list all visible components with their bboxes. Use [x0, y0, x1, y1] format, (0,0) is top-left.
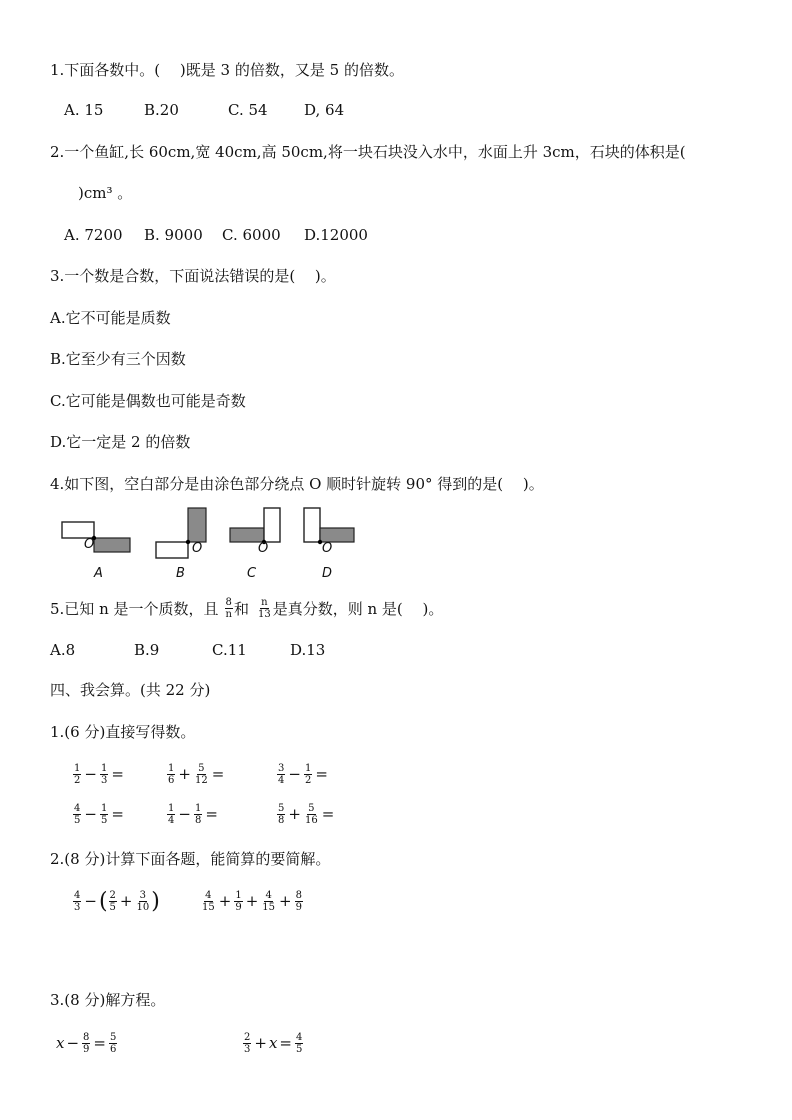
frac: $\frac{1}{3}$	[100, 762, 108, 786]
figure-b-point-label: O	[192, 541, 203, 556]
calc2-expression-2[interactable]	[200, 884, 304, 918]
q5-option-d[interactable]: D.13	[290, 641, 326, 659]
q3-stem: 3.一个数是合数，下面说法错误的是( )。	[50, 267, 336, 285]
section-title: 四、我会算。(共 22 分)	[50, 681, 211, 699]
q2-options	[64, 225, 368, 245]
figure-a-shaded-rect	[94, 538, 130, 552]
figure-c-point-label: O	[258, 541, 269, 556]
frac: $\frac{4}{3}$	[74, 889, 81, 913]
figure-a-point-label: O	[84, 537, 95, 552]
figure-a-blank-rect	[62, 522, 94, 538]
q5-fraction-1: $\frac{8}{n}$	[225, 596, 232, 620]
operator: +	[254, 1034, 267, 1052]
q2-stem: 2.一个鱼缸,长 60cm,宽 40cm,高 50cm,将一块石块没入水中，水面上升 3cm，石块的体积是(	[50, 143, 686, 161]
figure-b-point	[186, 540, 190, 544]
frac: $\frac{1}{5}$	[100, 802, 108, 826]
frac: $\frac{4}{15}$	[202, 889, 215, 913]
operator: +	[288, 805, 301, 823]
q2-option-d[interactable]: D.12000	[304, 226, 368, 244]
frac: $\frac{1}{2}$	[304, 762, 312, 786]
variable-x: x	[56, 1034, 65, 1052]
figure-c-shaded-rect	[230, 528, 264, 542]
frac: $\frac{8}{9}$	[295, 889, 302, 913]
calc2-expression-1[interactable]	[72, 884, 160, 918]
frac: $\frac{2}{3}$	[244, 1031, 251, 1055]
figure-b-shaded-rect	[188, 508, 206, 542]
right-paren: )	[151, 888, 160, 914]
calc3-equation-2[interactable]	[242, 1026, 304, 1060]
equals: =	[211, 765, 225, 783]
q4-stem: 4.如下图，空白部分是由涂色部分绕点 O 顺时针旋转 90° 得到的是( )。	[50, 475, 544, 493]
q2-option-c[interactable]: C. 6000	[222, 226, 281, 244]
left-paren: (	[98, 888, 108, 914]
equals: =	[111, 805, 124, 823]
frac: $\frac{4}{5}$	[296, 1031, 303, 1055]
q1-option-d[interactable]: D, 64	[304, 101, 345, 119]
q3-option-a[interactable]: A.它不可能是质数	[50, 309, 171, 327]
frac: $\frac{5}{12}$	[194, 762, 208, 786]
q3-option-b[interactable]: B.它至少有三个因数	[50, 350, 186, 368]
calc1-item[interactable]	[166, 798, 220, 830]
frac: $\frac{4}{15}$	[262, 889, 275, 913]
frac: $\frac{1}{6}$	[168, 762, 175, 786]
q5-stem-b: 和	[233, 599, 249, 618]
q5-options	[50, 640, 325, 660]
calc3-title: 3.(8 分)解方程。	[50, 991, 166, 1009]
frac: $\frac{1}{9}$	[235, 889, 242, 913]
q5-stem	[50, 592, 443, 624]
frac: $\frac{4}{5}$	[74, 802, 81, 826]
operator: +	[119, 892, 133, 910]
q5-stem-a: 5.已知 n 是一个质数，且	[50, 599, 219, 618]
q5-fraction-2: $\frac{n}{13}$	[257, 596, 271, 620]
frac: $\frac{3}{10}$	[136, 889, 150, 913]
q2-stem-cont: )cm³ 。	[78, 184, 133, 202]
frac: $\frac{1}{8}$	[194, 802, 202, 826]
calc1-item[interactable]	[72, 798, 126, 830]
operator: −	[84, 765, 97, 783]
q3-option-d[interactable]: D.它一定是 2 的倍数	[50, 433, 191, 451]
frac: $\frac{2}{5}$	[109, 889, 116, 913]
frac: $\frac{1}{2}$	[74, 762, 81, 786]
q5-option-c[interactable]: C.11	[212, 641, 247, 659]
operator: −	[84, 805, 97, 823]
figure-c-label: C	[247, 566, 257, 581]
q2-option-a[interactable]: A. 7200	[64, 226, 123, 244]
equals: =	[315, 765, 328, 783]
equals: =	[111, 765, 124, 783]
q4-figure-a[interactable]	[60, 518, 136, 558]
operator: +	[218, 892, 232, 910]
q1-option-b[interactable]: B.20	[144, 101, 179, 119]
figure-b-label: B	[176, 566, 185, 581]
figure-d-label: D	[322, 566, 333, 581]
operator: +	[245, 892, 259, 910]
calc1-item[interactable]	[72, 758, 126, 790]
frac: $\frac{8}{9}$	[83, 1031, 90, 1055]
q4-figure-b[interactable]	[152, 504, 212, 560]
equals: =	[205, 805, 218, 823]
equals: =	[93, 1034, 106, 1052]
frac: $\frac{5}{8}$	[278, 802, 285, 826]
operator: −	[288, 765, 301, 783]
q3-option-c[interactable]: C.它可能是偶数也可能是奇数	[50, 392, 246, 410]
calc2-title: 2.(8 分)计算下面各题，能简算的要简解。	[50, 850, 331, 868]
calc1-item[interactable]	[276, 758, 330, 790]
q1-options	[64, 100, 344, 120]
q2-option-b[interactable]: B. 9000	[144, 226, 203, 244]
q1-option-c[interactable]: C. 54	[228, 101, 268, 119]
frac: $\frac{5}{16}$	[304, 802, 318, 826]
figure-c-blank-rect	[264, 508, 280, 542]
operator: −	[66, 1034, 80, 1052]
figure-a-label: A	[94, 566, 103, 581]
figure-d-shaded-rect	[320, 528, 354, 542]
calc3-equation-1[interactable]	[56, 1026, 118, 1060]
q5-option-b[interactable]: B.9	[134, 641, 160, 659]
operator: −	[178, 805, 191, 823]
figure-d-blank-rect	[304, 508, 320, 542]
calc1-item[interactable]	[276, 798, 336, 830]
figure-b-blank-rect	[156, 542, 188, 558]
figure-d-point-label: O	[322, 541, 333, 556]
calc1-item[interactable]	[166, 758, 226, 790]
variable-x: x	[268, 1034, 278, 1052]
operator: −	[84, 892, 97, 910]
frac: $\frac{3}{4}$	[278, 762, 285, 786]
operator: +	[279, 892, 292, 910]
q5-stem-c: 是真分数，则 n 是( )。	[272, 599, 444, 618]
equals: =	[279, 1034, 292, 1052]
frac: $\frac{5}{6}$	[110, 1031, 117, 1055]
frac: $\frac{1}{4}$	[168, 802, 175, 826]
q1-stem: 1.下面各数中。( )既是 3 的倍数，又是 5 的倍数。	[50, 61, 404, 79]
operator: +	[178, 765, 191, 783]
q5-option-a[interactable]: A.8	[50, 641, 76, 659]
equals: =	[321, 805, 335, 823]
calc1-title: 1.(6 分)直接写得数。	[50, 723, 196, 741]
q1-option-a[interactable]: A. 15	[64, 101, 104, 119]
